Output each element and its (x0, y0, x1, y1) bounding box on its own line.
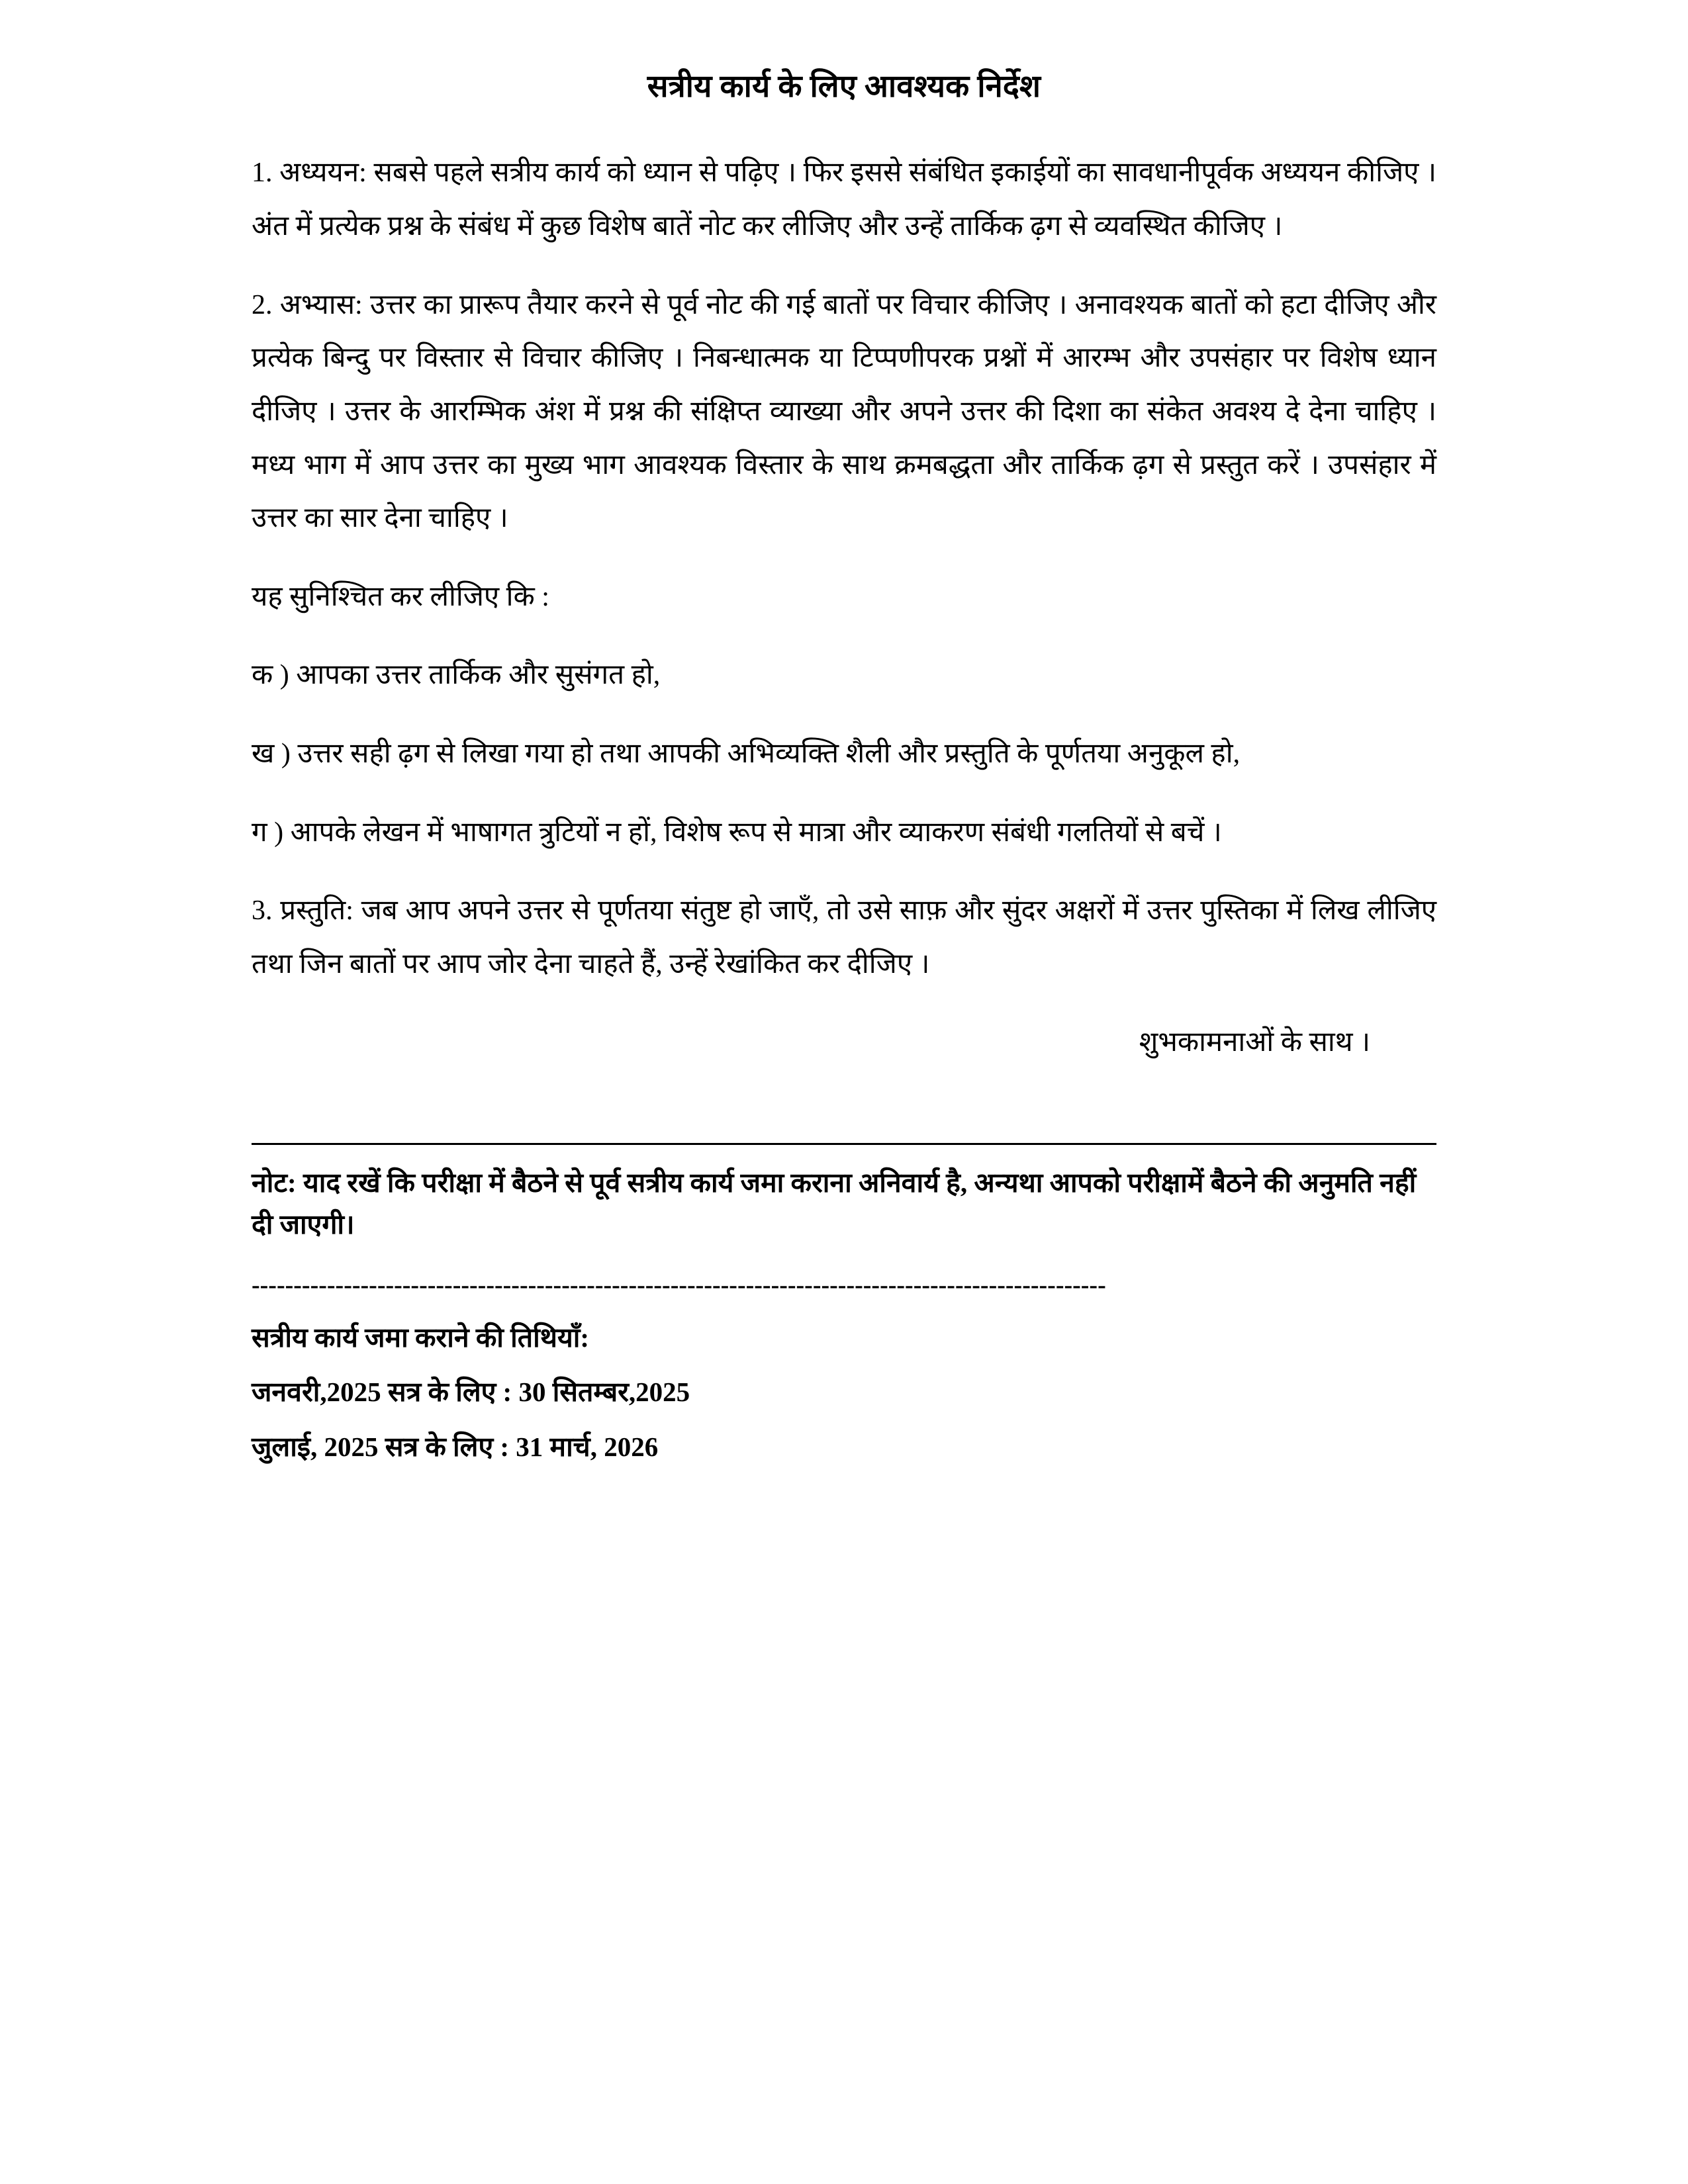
submission-date-january-2025: जनवरी,2025 सत्र के लिए : 30 सितम्बर,2025 (252, 1376, 690, 1407)
submission-date-july-2025: जुलाई, 2025 सत्र के लिए : 31 मार्च, 2026 (252, 1432, 659, 1463)
submission-dates-heading: सत्रीय कार्य जमा कराने की तिथियाँ: (252, 1322, 590, 1353)
horizontal-divider (252, 1143, 1436, 1145)
note-text: नोट: याद रखें कि परीक्षा में बैठने से पूर्व सत्रीय कार्य जमा कराना अनिवार्य है, अन्यथा आपको परीक्षामें बैठने की अनुमति नहीं दी जाएगी। (252, 1167, 1417, 1240)
instruction-paragraph-presentation: 3. प्रस्तुति: जब आप अपने उत्तर से पूर्णतया संतुष्ट हो जाएँ, तो उसे साफ़ और सुंदर अक्षरों में उत्तर पुस्तिका में लिख लीजिए तथा जिन बातों पर आप जोर देना चाहते हैं, उन्हें रेखांकित कर दीजिए । (252, 895, 1436, 979)
instruction-paragraph-practice: 2. अभ्यास: उत्तर का प्रारूप तैयार करने से पूर्व नोट की गई बातों पर विचार कीजिए । अनावश्यक बातों को हटा दीजिए और प्रत्येक बिन्दु पर विस्तार से विचार कीजिए । निबन्धात्मक या टिप्पणीपरक प्रश्नों में आरम्भ और उपसंहार पर विशेष ध्यान दीजिए । उत्तर के आरम्भिक अंश में प्रश्न की संक्षिप्त व्याख्या और अपने उत्तर की दिशा का संकेत अवश्य दे देना चाहिए । मध्य भाग में आप उत्तर का मुख्य भाग आवश्यक विस्तार के साथ क्रमबद्धता और तार्किक ढ़ग से प्रस्तुत करें । उपसंहार में उत्तर का सार देना चाहिए । (252, 289, 1436, 534)
closing-salutation: शुभकामनाओं के साथ । (1139, 1026, 1370, 1058)
page-title: सत्रीय कार्य के लिए आवश्यक निर्देश (647, 69, 1041, 104)
ensure-point-kha: ख ) उत्तर सही ढ़ग से लिखा गया हो तथा आपकी अभिव्यक्ति शैली और प्रस्तुति के पूर्णतया अनुकूल हो, (252, 739, 1241, 770)
ensure-point-ka: क ) आपका उत्तर तार्किक और सुसंगत हो, (252, 660, 661, 691)
dashed-divider: ------------------------------------------------------------------------------------------------------ (252, 1271, 1106, 1299)
ensure-intro-text: यह सुनिश्चित कर लीजिए कि : (252, 581, 549, 612)
instruction-paragraph-study: 1. अध्ययन: सबसे पहले सत्रीय कार्य को ध्यान से पढ़िए । फिर इससे संबंधित इकाईयों का सावधानीपूर्वक अध्ययन कीजिए । अंत में प्रत्येक प्रश्न के संबंध में कुछ विशेष बातें नोट कर लीजिए और उन्हें तार्किक ढ़ग से व्यवस्थित कीजिए । (252, 158, 1436, 242)
ensure-point-ga: ग ) आपके लेखन में भाषागत त्रुटियों न हों, विशेष रूप से मात्रा और व्याकरण संबंधी गलतियों से बचें । (252, 817, 1222, 848)
